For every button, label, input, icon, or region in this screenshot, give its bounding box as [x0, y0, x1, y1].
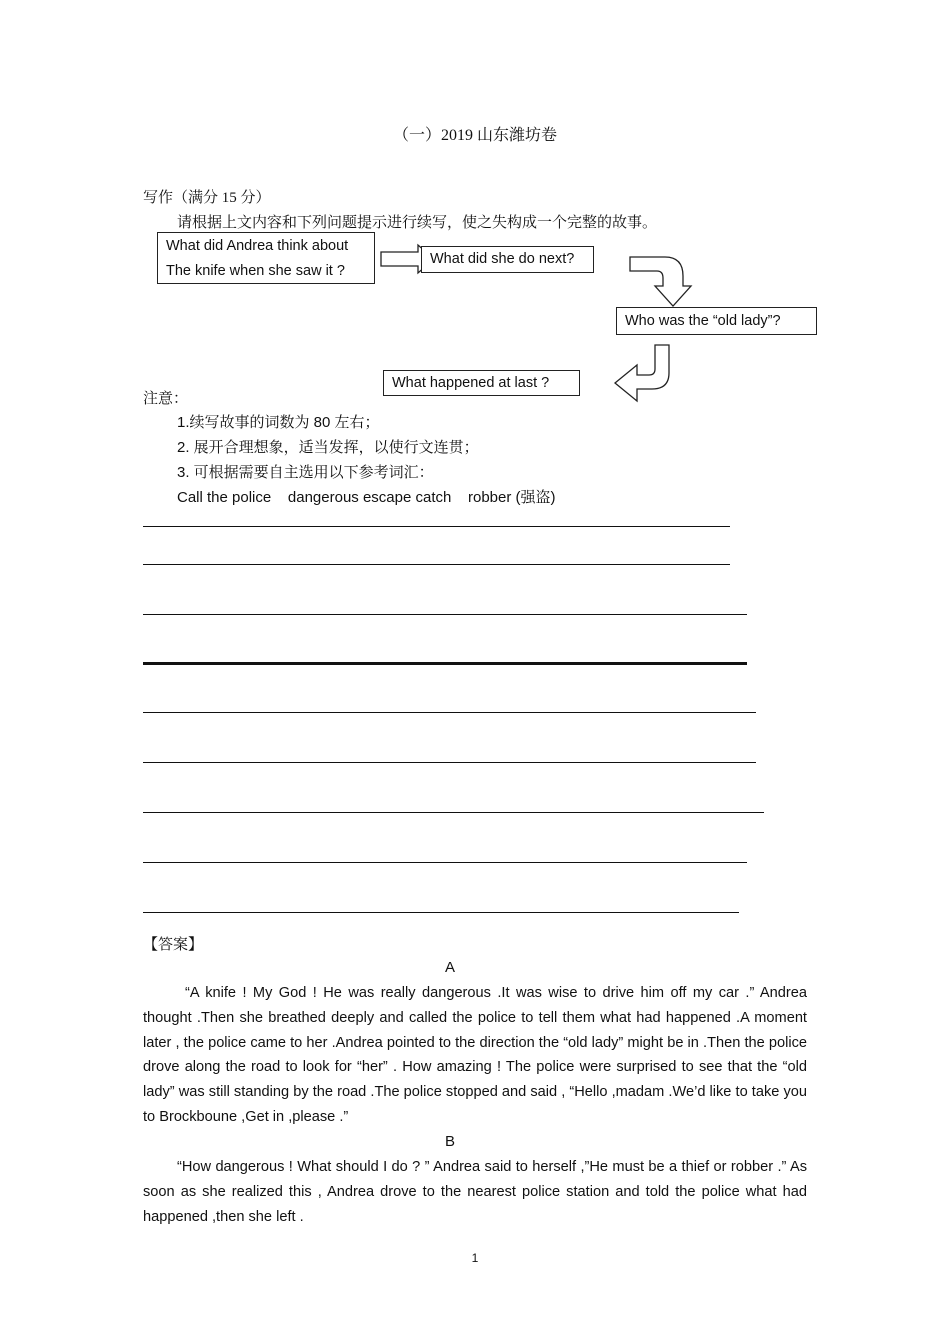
writing-line [143, 862, 747, 863]
writing-line [143, 712, 756, 713]
curved-arrow-down-icon [625, 254, 693, 308]
writing-line [143, 526, 730, 527]
answer-label-a: A [444, 959, 455, 976]
section-heading: 写作（满分 15 分） [143, 190, 271, 206]
answer-paragraph-a: “A knife ! My God ! He was really dangerous .It was wise to drive him off my car .” Andrea thought .Then she breathed deeply and called the police to tell them what had happened .A moment later , the police came to her .Andrea pointed to the direction the “old lady” might be in .Then the police drove along the road to look for “her” . How amazing ! The police were surprised to see that the “old lady” was still standing by the road .The police stopped and said , “Hello ,madam .We’d like to take you to Brockboune ,Get in ,please .” [143, 985, 807, 1125]
writing-line [143, 912, 739, 913]
note-item-2: 2. 展开合理想象，适当发挥，以使行文连贯； [177, 439, 479, 456]
note-item-1: 1.续写故事的词数为 80 左右； [177, 414, 380, 431]
prompt-box-4: What happened at last ? [383, 370, 580, 396]
answer-heading: 【答案】 [143, 937, 204, 953]
page-title: （一）2019 山东潍坊卷 [392, 127, 557, 144]
prompt-box-1-line1: What did Andrea think about [166, 238, 349, 254]
curved-arrow-left-icon [612, 343, 674, 405]
prompt-box-3: Who was the “old lady”? [616, 307, 817, 335]
vocab-list: Call the police dangerous escape catch robber (强盗) [177, 489, 556, 506]
writing-line [143, 762, 756, 763]
note-item-3: 3. 可根据需要自主选用以下参考词汇： [177, 464, 434, 481]
prompt-box-2: What did she do next? [421, 246, 594, 273]
writing-line [143, 662, 747, 665]
answer-label-b: B [444, 1133, 455, 1150]
writing-line [143, 812, 764, 813]
answer-paragraph-b: “How dangerous ! What should I do ? ” Andrea said to herself ,”He must be a thief or robber .” As soon as she realized this , Andrea drove to the nearest police station and told the police what had happened ,then she left . [143, 1159, 807, 1225]
prompt-box-1 [157, 232, 375, 284]
page-number: 1 [471, 1251, 479, 1265]
instruction-text: 请根据上文内容和下列问题提示进行续写，使之失构成一个完整的故事。 [177, 215, 658, 231]
notes-heading: 注意： [143, 391, 189, 407]
prompt-box-1-line2: The knife when she saw it ? [166, 262, 345, 279]
writing-line [143, 614, 747, 615]
writing-line [143, 564, 730, 565]
